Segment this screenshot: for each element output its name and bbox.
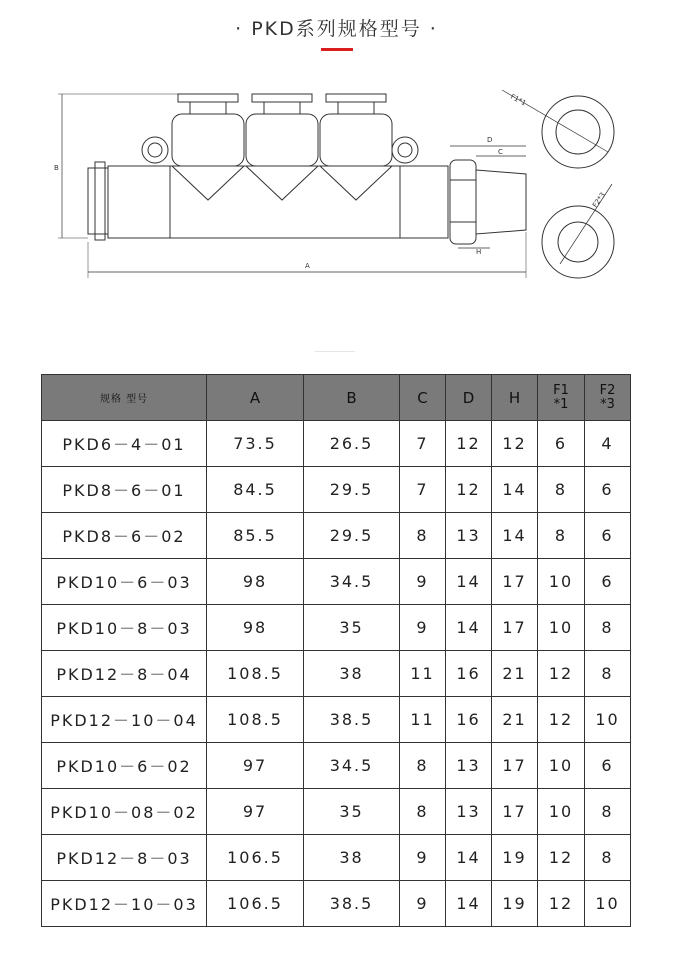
value-cell: 38.5 <box>304 697 400 743</box>
value-cell: 21 <box>492 651 538 697</box>
fitting-3 <box>320 94 392 200</box>
value-cell: 7 <box>400 467 446 513</box>
value-cell: 12 <box>538 651 585 697</box>
column-header: F1 *1 <box>538 375 585 421</box>
technical-drawing <box>40 72 640 302</box>
model-cell: PKD12－10－04 <box>42 697 207 743</box>
model-cell: PKD10－6－02 <box>42 743 207 789</box>
value-cell: 12 <box>446 421 492 467</box>
value-cell: 6 <box>538 421 585 467</box>
value-cell: 13 <box>446 789 492 835</box>
value-cell: 10 <box>538 743 585 789</box>
value-cell: 108.5 <box>207 697 304 743</box>
table-row <box>42 559 631 605</box>
value-cell: 6 <box>585 559 631 605</box>
table-row <box>42 835 631 881</box>
value-cell: 19 <box>492 835 538 881</box>
value-cell: 11 <box>400 697 446 743</box>
value-cell: 10 <box>585 697 631 743</box>
value-cell: 10 <box>538 789 585 835</box>
column-header: H <box>492 375 538 421</box>
value-cell: 9 <box>400 835 446 881</box>
value-cell: 14 <box>446 881 492 927</box>
value-cell: 38 <box>304 651 400 697</box>
value-cell: 6 <box>585 467 631 513</box>
table-row <box>42 743 631 789</box>
value-cell: 34.5 <box>304 559 400 605</box>
value-cell: 26.5 <box>304 421 400 467</box>
value-cell: 97 <box>207 743 304 789</box>
value-cell: 4 <box>585 421 631 467</box>
value-cell: 7 <box>400 421 446 467</box>
value-cell: 6 <box>585 513 631 559</box>
value-cell: 12 <box>446 467 492 513</box>
value-cell: 8 <box>538 467 585 513</box>
value-cell: 38 <box>304 835 400 881</box>
fitting-1 <box>172 94 244 200</box>
dim-d-label: D <box>487 136 493 144</box>
value-cell: 11 <box>400 651 446 697</box>
value-cell: 16 <box>446 697 492 743</box>
value-cell: 17 <box>492 743 538 789</box>
hex-nut <box>450 160 476 244</box>
table-row <box>42 605 631 651</box>
value-cell: 8 <box>400 513 446 559</box>
column-header: D <box>446 375 492 421</box>
model-cell: PKD12－8－03 <box>42 835 207 881</box>
table-row <box>42 789 631 835</box>
spec-table <box>41 374 631 927</box>
column-header: F2 *3 <box>585 375 631 421</box>
table-row <box>42 881 631 927</box>
value-cell: 84.5 <box>207 467 304 513</box>
model-cell: PKD10－08－02 <box>42 789 207 835</box>
value-cell: 14 <box>446 605 492 651</box>
model-cell: PKD12－8－04 <box>42 651 207 697</box>
f1-circle <box>542 96 614 168</box>
dim-h-label: H <box>476 248 482 256</box>
value-cell: 12 <box>538 697 585 743</box>
value-cell: 35 <box>304 605 400 651</box>
value-cell: 98 <box>207 559 304 605</box>
value-cell: 29.5 <box>304 467 400 513</box>
value-cell: 9 <box>400 881 446 927</box>
model-cell: PKD10－6－03 <box>42 559 207 605</box>
table-row <box>42 697 631 743</box>
value-cell: 106.5 <box>207 881 304 927</box>
value-cell: 12 <box>492 421 538 467</box>
value-cell: 98 <box>207 605 304 651</box>
value-cell: 13 <box>446 743 492 789</box>
value-cell: 29.5 <box>304 513 400 559</box>
value-cell: 38.5 <box>304 881 400 927</box>
value-cell: 17 <box>492 605 538 651</box>
dim-b-label: B <box>54 164 59 172</box>
model-cell: PKD10－8－03 <box>42 605 207 651</box>
value-cell: 8 <box>538 513 585 559</box>
model-cell: PKD8－6－01 <box>42 467 207 513</box>
value-cell: 106.5 <box>207 835 304 881</box>
table-row <box>42 421 631 467</box>
dim-f1-label: F1*1 <box>509 92 528 108</box>
page-title: · PKD系列规格型号 · <box>235 18 438 40</box>
thread <box>476 170 526 234</box>
value-cell: 19 <box>492 881 538 927</box>
dim-a-label: A <box>305 262 310 270</box>
mount-ear-left <box>142 137 168 163</box>
value-cell: 8 <box>585 835 631 881</box>
value-cell: 14 <box>446 835 492 881</box>
model-cell: PKD6－4－01 <box>42 421 207 467</box>
value-cell: 21 <box>492 697 538 743</box>
model-cell: PKD8－6－02 <box>42 513 207 559</box>
manifold-body <box>108 166 448 238</box>
value-cell: 108.5 <box>207 651 304 697</box>
value-cell: 14 <box>446 559 492 605</box>
value-cell: 12 <box>538 835 585 881</box>
value-cell: 34.5 <box>304 743 400 789</box>
table-row <box>42 467 631 513</box>
f2-circle <box>542 206 614 278</box>
column-header: C <box>400 375 446 421</box>
value-cell: 17 <box>492 559 538 605</box>
value-cell: 12 <box>538 881 585 927</box>
value-cell: 10 <box>538 605 585 651</box>
dim-f2-label: F2*3 <box>591 191 608 210</box>
value-cell: 10 <box>585 881 631 927</box>
table-row <box>42 513 631 559</box>
divider <box>315 351 355 352</box>
value-cell: 13 <box>446 513 492 559</box>
value-cell: 85.5 <box>207 513 304 559</box>
value-cell: 97 <box>207 789 304 835</box>
value-cell: 17 <box>492 789 538 835</box>
value-cell: 9 <box>400 559 446 605</box>
value-cell: 10 <box>538 559 585 605</box>
value-cell: 8 <box>400 743 446 789</box>
mount-ear-right <box>392 137 418 163</box>
value-cell: 8 <box>585 789 631 835</box>
dim-c-label: C <box>498 148 503 156</box>
value-cell: 14 <box>492 467 538 513</box>
value-cell: 35 <box>304 789 400 835</box>
value-cell: 14 <box>492 513 538 559</box>
column-header: A <box>207 375 304 421</box>
value-cell: 9 <box>400 605 446 651</box>
value-cell: 6 <box>585 743 631 789</box>
value-cell: 16 <box>446 651 492 697</box>
value-cell: 8 <box>585 651 631 697</box>
title-underline <box>321 48 353 51</box>
table-body <box>42 421 631 927</box>
table-header-row <box>42 375 631 421</box>
value-cell: 8 <box>585 605 631 651</box>
column-header: B <box>304 375 400 421</box>
model-cell: PKD12－10－03 <box>42 881 207 927</box>
column-header: 规格 型号 <box>42 375 207 421</box>
value-cell: 73.5 <box>207 421 304 467</box>
value-cell: 8 <box>400 789 446 835</box>
fitting-2 <box>246 94 318 200</box>
table-row <box>42 651 631 697</box>
